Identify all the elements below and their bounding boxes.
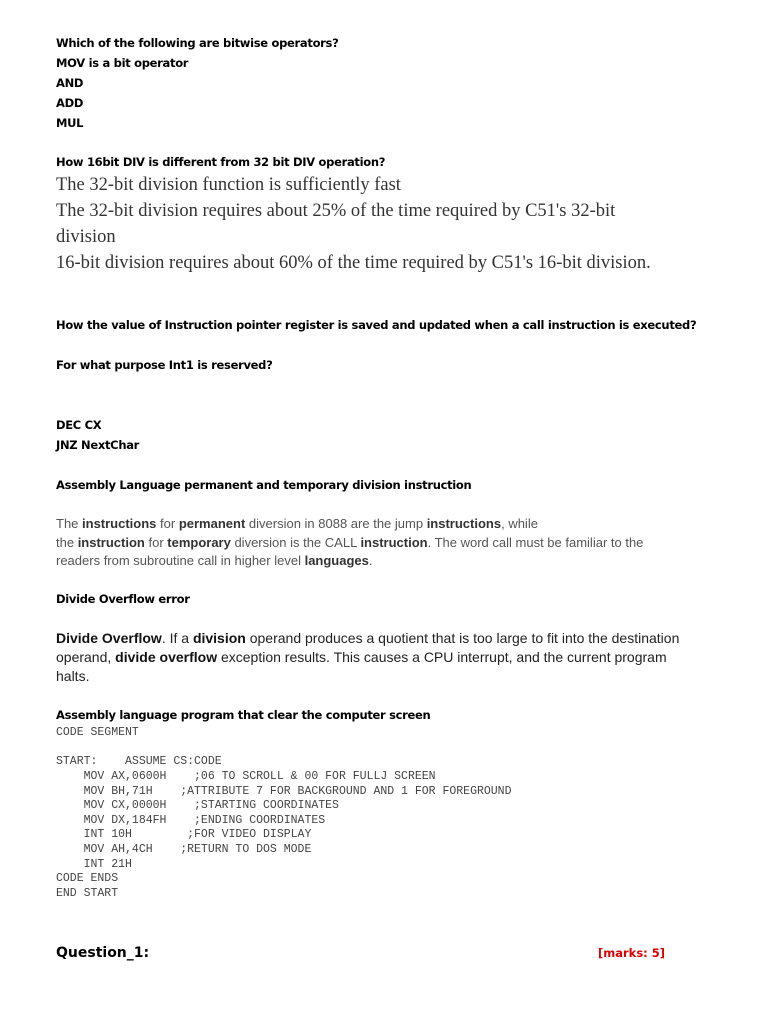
question-label: Question_1: [56, 945, 150, 961]
q6-question: Divide Overflow error [56, 592, 190, 606]
q5-question: Assembly Language permanent and temporary division instruction [56, 478, 472, 492]
code-line: MOV BH,71H ;ATTRIBUTE 7 FOR BACKGROUND AND 1 FOR FOREGROUND [56, 785, 512, 798]
q5-answer-line: readers from subroutine call in higher level languages. [56, 553, 373, 568]
q2-answer-line: The 32-bit division function is sufficiently fast [56, 175, 401, 195]
q6-answer-line: halts. [56, 668, 90, 684]
q5-answer-line: the instruction for temporary diversion is the CALL instruction. The word call must be familiar to the [56, 535, 644, 550]
q2-answer-line: division [56, 227, 116, 247]
code-line: CODE SEGMENT [56, 726, 139, 739]
q5-answer-line: The instructions for permanent diversion in 8088 are the jump instructions, while [56, 516, 538, 531]
code-snippet-line: DEC CX [56, 418, 102, 432]
q3-question: How the value of Instruction pointer register is saved and updated when a call instruction is executed? [56, 318, 697, 332]
q1-option: MOV is a bit operator [56, 56, 189, 70]
code-line: MOV AX,0600H ;06 TO SCROLL & 00 FOR FULLJ SCREEN [56, 770, 436, 783]
q1-option: MUL [56, 116, 84, 130]
marks-label: [marks: 5] [598, 946, 666, 960]
q6-answer-line: Divide Overflow. If a division operand produces a quotient that is too large to fit into the destination [56, 630, 680, 646]
q2-question: How 16bit DIV is different from 32 bit DIV operation? [56, 155, 386, 169]
code-line: START: ASSUME CS:CODE [56, 755, 222, 768]
code-snippet-line: JNZ NextChar [56, 438, 140, 452]
code-line: END START [56, 887, 119, 900]
q1-option: AND [56, 76, 84, 90]
q4-question: For what purpose Int1 is reserved? [56, 358, 273, 372]
q2-answer-line: 16-bit division requires about 60% of the time required by C51's 16-bit division. [56, 253, 651, 273]
q6-answer-line: operand, divide overflow exception results. This causes a CPU interrupt, and the current program [56, 649, 667, 665]
code-line: INT 21H [56, 858, 132, 871]
q1-option: ADD [56, 96, 84, 110]
code-line: MOV AH,4CH ;RETURN TO DOS MODE [56, 843, 312, 856]
q2-answer-line: The 32-bit division requires about 25% of the time required by C51's 32-bit [56, 201, 616, 221]
code-line: MOV CX,0000H ;STARTING COORDINATES [56, 799, 339, 812]
code-line: INT 10H ;FOR VIDEO DISPLAY [56, 828, 312, 841]
code-line: CODE ENDS [56, 872, 119, 885]
q1-question: Which of the following are bitwise operators? [56, 36, 339, 50]
q7-question: Assembly language program that clear the computer screen [56, 708, 431, 722]
code-line: MOV DX,184FH ;ENDING COORDINATES [56, 814, 326, 827]
